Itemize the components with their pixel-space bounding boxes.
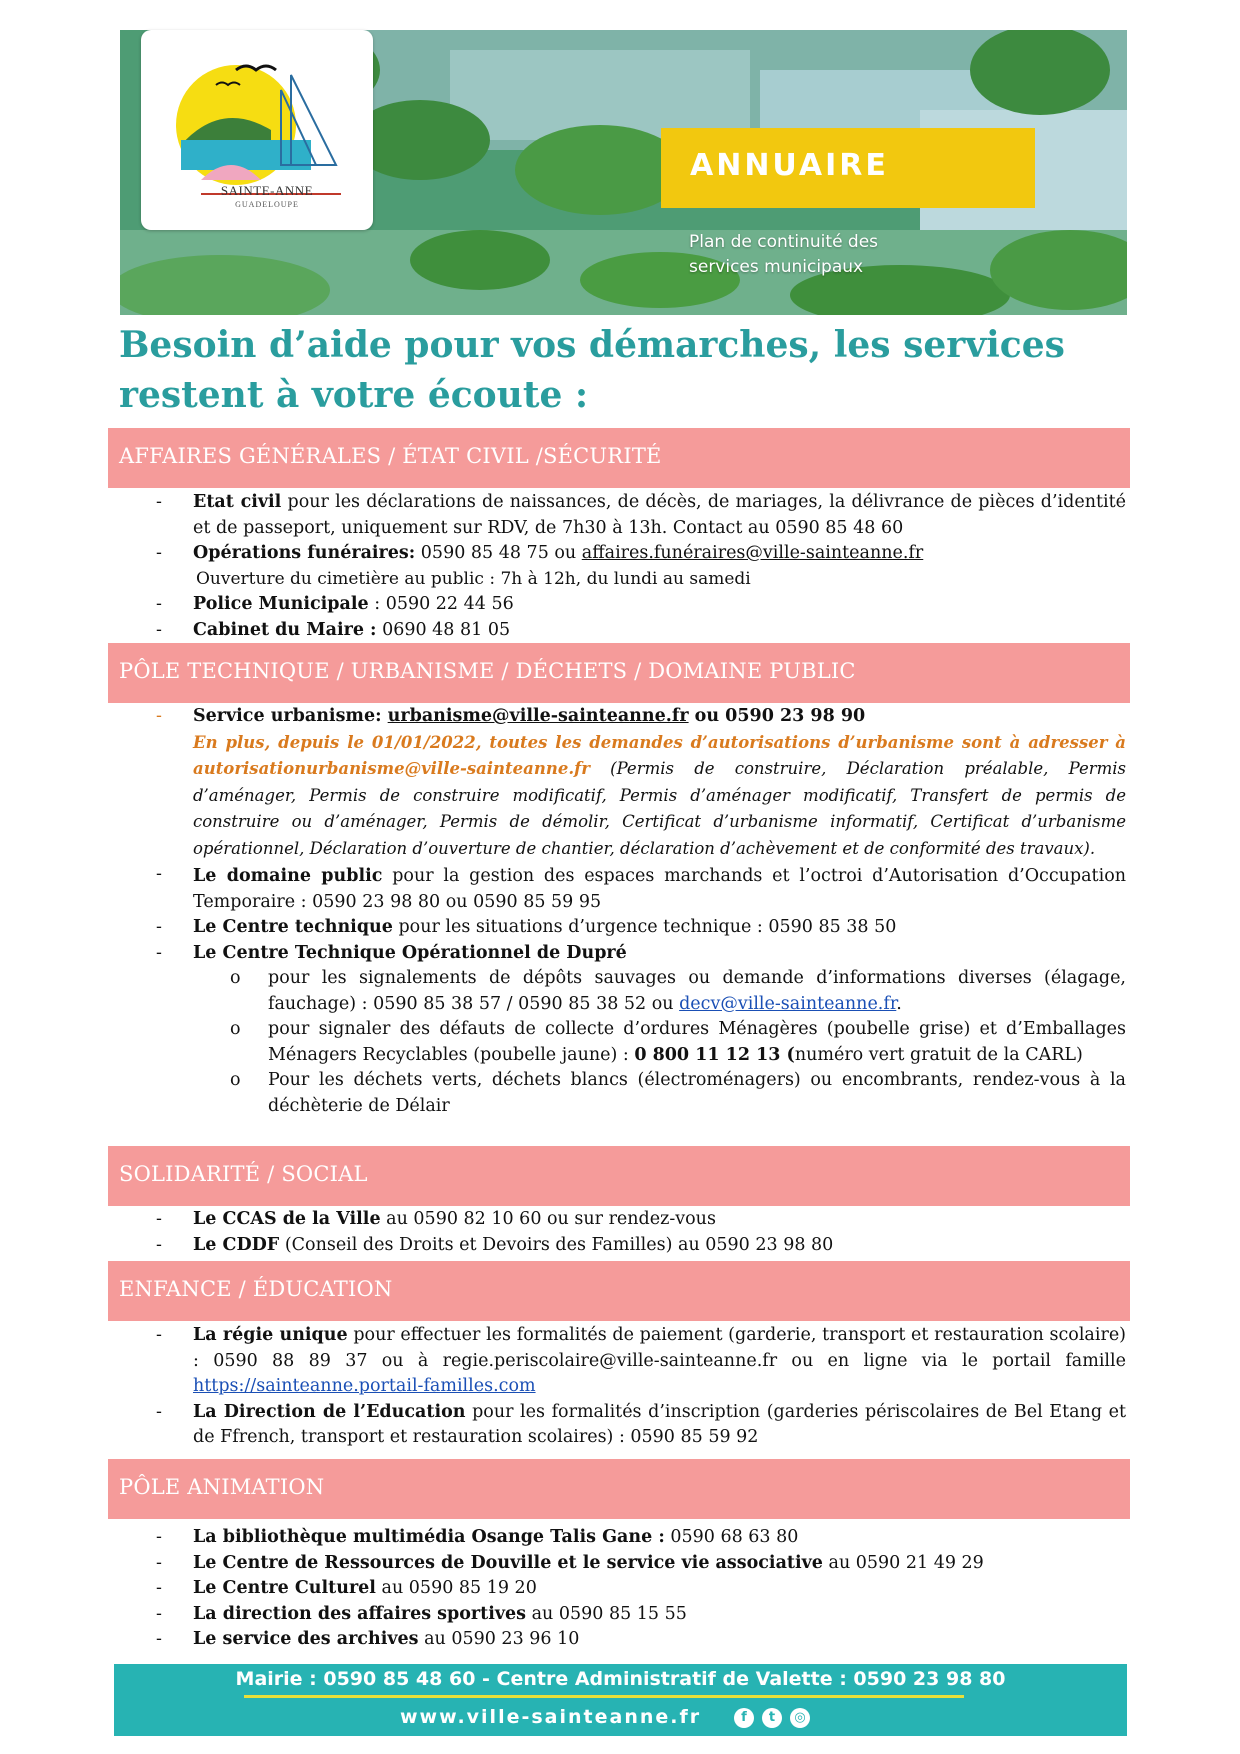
dash-bullet: - xyxy=(156,706,162,726)
dash-bullet: - xyxy=(156,864,162,884)
banner-subtitle xyxy=(689,230,949,280)
twitter-icon[interactable]: t xyxy=(762,1708,782,1728)
section-title-enfance: ENFANCE / ÉDUCATION xyxy=(119,1277,393,1301)
item-text: Pour les déchets verts, déchets blancs (électroménagers) ou encombrants, rendez-vous à la déchèterie de Délair xyxy=(268,1070,1126,1116)
item-label: Le Centre technique xyxy=(193,917,393,937)
section-title-pole-technique: PÔLE TECHNIQUE / URBANISME / DÉCHETS / DOMAINE PUBLIC xyxy=(119,659,856,683)
dash-bullet: - xyxy=(156,1401,162,1422)
item-text: pour les situations d’urgence technique : 0590 85 38 50 xyxy=(392,917,897,937)
email-decv-link[interactable]: decv@ville-sainteanne.fr xyxy=(679,993,897,1014)
dash-bullet: - xyxy=(156,492,162,512)
item-label: Le domaine public xyxy=(193,866,383,886)
dash-bullet: - xyxy=(156,917,162,937)
item-label: Service urbanisme: xyxy=(193,706,388,726)
list-solidarite xyxy=(0,1207,1240,1258)
logo-region-name: GUADELOUPE xyxy=(235,200,299,209)
item-text-end: . xyxy=(896,993,902,1014)
list-item xyxy=(0,1525,1240,1551)
dash-bullet: - xyxy=(156,619,162,640)
list-item xyxy=(0,1323,1240,1400)
dash-bullet: - xyxy=(156,1578,162,1598)
item-label: Le Centre de Ressources de Douville et le service vie associative xyxy=(193,1552,823,1573)
instagram-icon[interactable]: ◎ xyxy=(790,1708,810,1728)
item-label: Opérations funéraires: xyxy=(193,543,416,563)
item-label: La régie unique xyxy=(193,1325,348,1345)
circle-bullet: o xyxy=(230,1019,241,1039)
list-item xyxy=(0,1627,1240,1653)
list-pole-technique xyxy=(0,704,1240,1119)
item-label: Police Municipale xyxy=(193,594,369,614)
dash-bullet: - xyxy=(156,1234,162,1255)
item-text: 0590 68 63 80 xyxy=(664,1527,799,1547)
item-text: : 0590 22 44 56 xyxy=(368,594,514,614)
urbanisme-permit-list: (Permis de construire, Déclaration préalable, Permis d’aménager, Permis de construire modificatif, Permis d’aménager modificatif, Transfert de permis de construire ou d’aménager, Permis de démolir, Certificat d’urbanisme informatif, Certificat d’urbanisme opérationnel, Déclaration d’ouverture de chantier, déclaration d’achèvement et de conformité des travaux). xyxy=(193,759,1126,858)
page-headline xyxy=(119,320,1119,420)
list-item xyxy=(0,1233,1240,1259)
item-label: Cabinet du Maire : xyxy=(193,619,377,640)
item-text: au 0590 82 10 60 ou sur rendez-vous xyxy=(380,1209,716,1229)
circle-bullet: o xyxy=(230,1070,241,1090)
item-phone: ou 0590 23 98 90 xyxy=(688,706,866,726)
item-label: La direction des affaires sportives xyxy=(193,1603,527,1624)
portail-familles-link[interactable]: https://sainteanne.portail-familles.com xyxy=(193,1376,536,1396)
item-label: Le CDDF xyxy=(193,1234,280,1255)
circle-bullet: o xyxy=(230,968,241,988)
item-text: au 0590 85 19 20 xyxy=(375,1578,537,1598)
list-item xyxy=(0,592,1240,618)
list-note xyxy=(0,567,1240,593)
dash-bullet: - xyxy=(156,942,162,963)
email-funeraires-link[interactable]: affaires.funéraires@ville-sainteanne.fr xyxy=(581,543,924,563)
headline-line2: restent à votre écoute : xyxy=(119,374,589,416)
item-text: (Conseil des Droits et Devoirs des Familles) au 0590 23 98 80 xyxy=(279,1234,834,1255)
sublist-dupre xyxy=(0,966,1240,1119)
cemetery-hours: Ouverture du cimetière au public : 7h à 12h, du lundi au samedi xyxy=(196,568,751,589)
list-item xyxy=(0,915,1240,941)
list-item xyxy=(0,941,1240,1120)
item-text: au 0590 85 15 55 xyxy=(526,1603,687,1624)
urbanisme-notice: En plus, depuis le 01/01/2022, toutes les demandes d’autorisations d’urbanisme sont à adresser à autorisationurbanisme@ville-sainteanne.fr xyxy=(193,732,1126,778)
list-item xyxy=(0,1576,1240,1602)
item-label: Le CCAS de la Ville xyxy=(193,1209,381,1229)
logo-city-name: SAINTE-ANNE xyxy=(220,183,314,198)
item-text: au 0590 21 49 29 xyxy=(822,1552,984,1573)
section-title-affaires-generales: AFFAIRES GÉNÉRALES / ÉTAT CIVIL /SÉCURITÉ xyxy=(119,444,662,468)
item-label: La Direction de l’Education xyxy=(193,1401,466,1422)
footer-divider xyxy=(244,1695,964,1698)
list-affaires-generales xyxy=(0,490,1240,643)
banner-subtitle-line2: services municipaux xyxy=(689,257,864,277)
item-text: 0690 48 81 05 xyxy=(376,619,511,640)
dash-bullet: - xyxy=(156,1552,162,1573)
sublist-item xyxy=(0,1017,1240,1068)
section-title-pole-animation: PÔLE ANIMATION xyxy=(119,1475,325,1499)
list-item xyxy=(0,704,1240,862)
annuaire-title: ANNUAIRE xyxy=(690,148,889,183)
footer-contact-line: Mairie : 0590 85 48 60 - Centre Administratif de Valette : 0590 23 98 80 xyxy=(235,1668,1006,1690)
list-item xyxy=(0,1400,1240,1451)
dash-bullet: - xyxy=(156,1527,162,1547)
dash-bullet: - xyxy=(156,543,162,563)
list-pole-animation xyxy=(0,1525,1240,1653)
dash-bullet: - xyxy=(156,594,162,614)
list-item xyxy=(0,618,1240,644)
list-item xyxy=(0,862,1240,915)
item-text: pour effectuer les formalités de paiement (garderie, transport et restauration scolaire) : 0590 88 89 37 ou à regie.periscolaire@ville-sainteanne.fr ou en ligne via le portail famille xyxy=(193,1325,1126,1371)
item-label: Le service des archives xyxy=(193,1629,419,1649)
city-logo xyxy=(141,30,373,230)
list-item xyxy=(0,1207,1240,1233)
section-title-solidarite: SOLIDARITÉ / SOCIAL xyxy=(119,1162,368,1186)
list-enfance xyxy=(0,1323,1240,1451)
item-label: Le Centre Culturel xyxy=(193,1578,376,1598)
item-text: au 0590 23 96 10 xyxy=(418,1629,580,1649)
banner-subtitle-line1: Plan de continuité des xyxy=(689,232,879,252)
list-item xyxy=(0,1602,1240,1628)
dash-bullet: - xyxy=(156,1325,162,1345)
dash-bullet: - xyxy=(156,1629,162,1649)
list-item xyxy=(0,1551,1240,1577)
list-item xyxy=(0,541,1240,567)
item-text: 0590 85 48 75 ou xyxy=(415,543,582,563)
item-label: Etat civil xyxy=(193,492,282,512)
item-label: La bibliothèque multimédia Osange Talis Gane : xyxy=(193,1527,665,1547)
sublist-item xyxy=(0,966,1240,1017)
item-text: pour la gestion des espaces marchands et l’octroi d’Autorisation d’Occupation Temporaire : 0590 23 98 80 ou 0590 85 59 95 xyxy=(193,866,1126,912)
list-item xyxy=(0,490,1240,541)
item-text-end: numéro vert gratuit de la CARL) xyxy=(794,1044,1083,1065)
dash-bullet: - xyxy=(156,1209,162,1229)
item-text: pour signaler des défauts de collecte d’ordures Ménagères (poubelle grise) et d’Emballages Ménagers Recyclables (poubelle jaune) : xyxy=(268,1019,1126,1065)
item-label: Le Centre Technique Opérationnel de Dupré xyxy=(193,942,627,963)
dash-bullet: - xyxy=(156,1603,162,1624)
email-urbanisme-link[interactable]: urbanisme@ville-sainteanne.fr xyxy=(387,706,689,726)
item-text: pour les signalements de dépôts sauvages ou demande d’informations diverses (élagage, fauchage) : 0590 85 38 57 / 0590 85 38 52 ou xyxy=(268,968,1126,1014)
headline-line1: Besoin d’aide pour vos démarches, les services xyxy=(119,324,1065,366)
footer-website-link[interactable]: www.ville-sainteanne.fr xyxy=(400,1706,702,1728)
facebook-icon[interactable]: f xyxy=(734,1708,754,1728)
sublist-item xyxy=(0,1068,1240,1119)
green-number: 0 800 11 12 13 ( xyxy=(634,1044,795,1065)
item-text: pour les formalités d’inscription (garderies périscolaires de Bel Etang et de Ffrench, transport et restauration scolaires) : 0590 85 59 92 xyxy=(193,1401,1126,1447)
item-text: pour les déclarations de naissances, de décès, de mariages, la délivrance de pièces d’identité et de passeport, uniquement sur RDV, de 7h30 à 13h. Contact au 0590 85 48 60 xyxy=(193,492,1126,538)
